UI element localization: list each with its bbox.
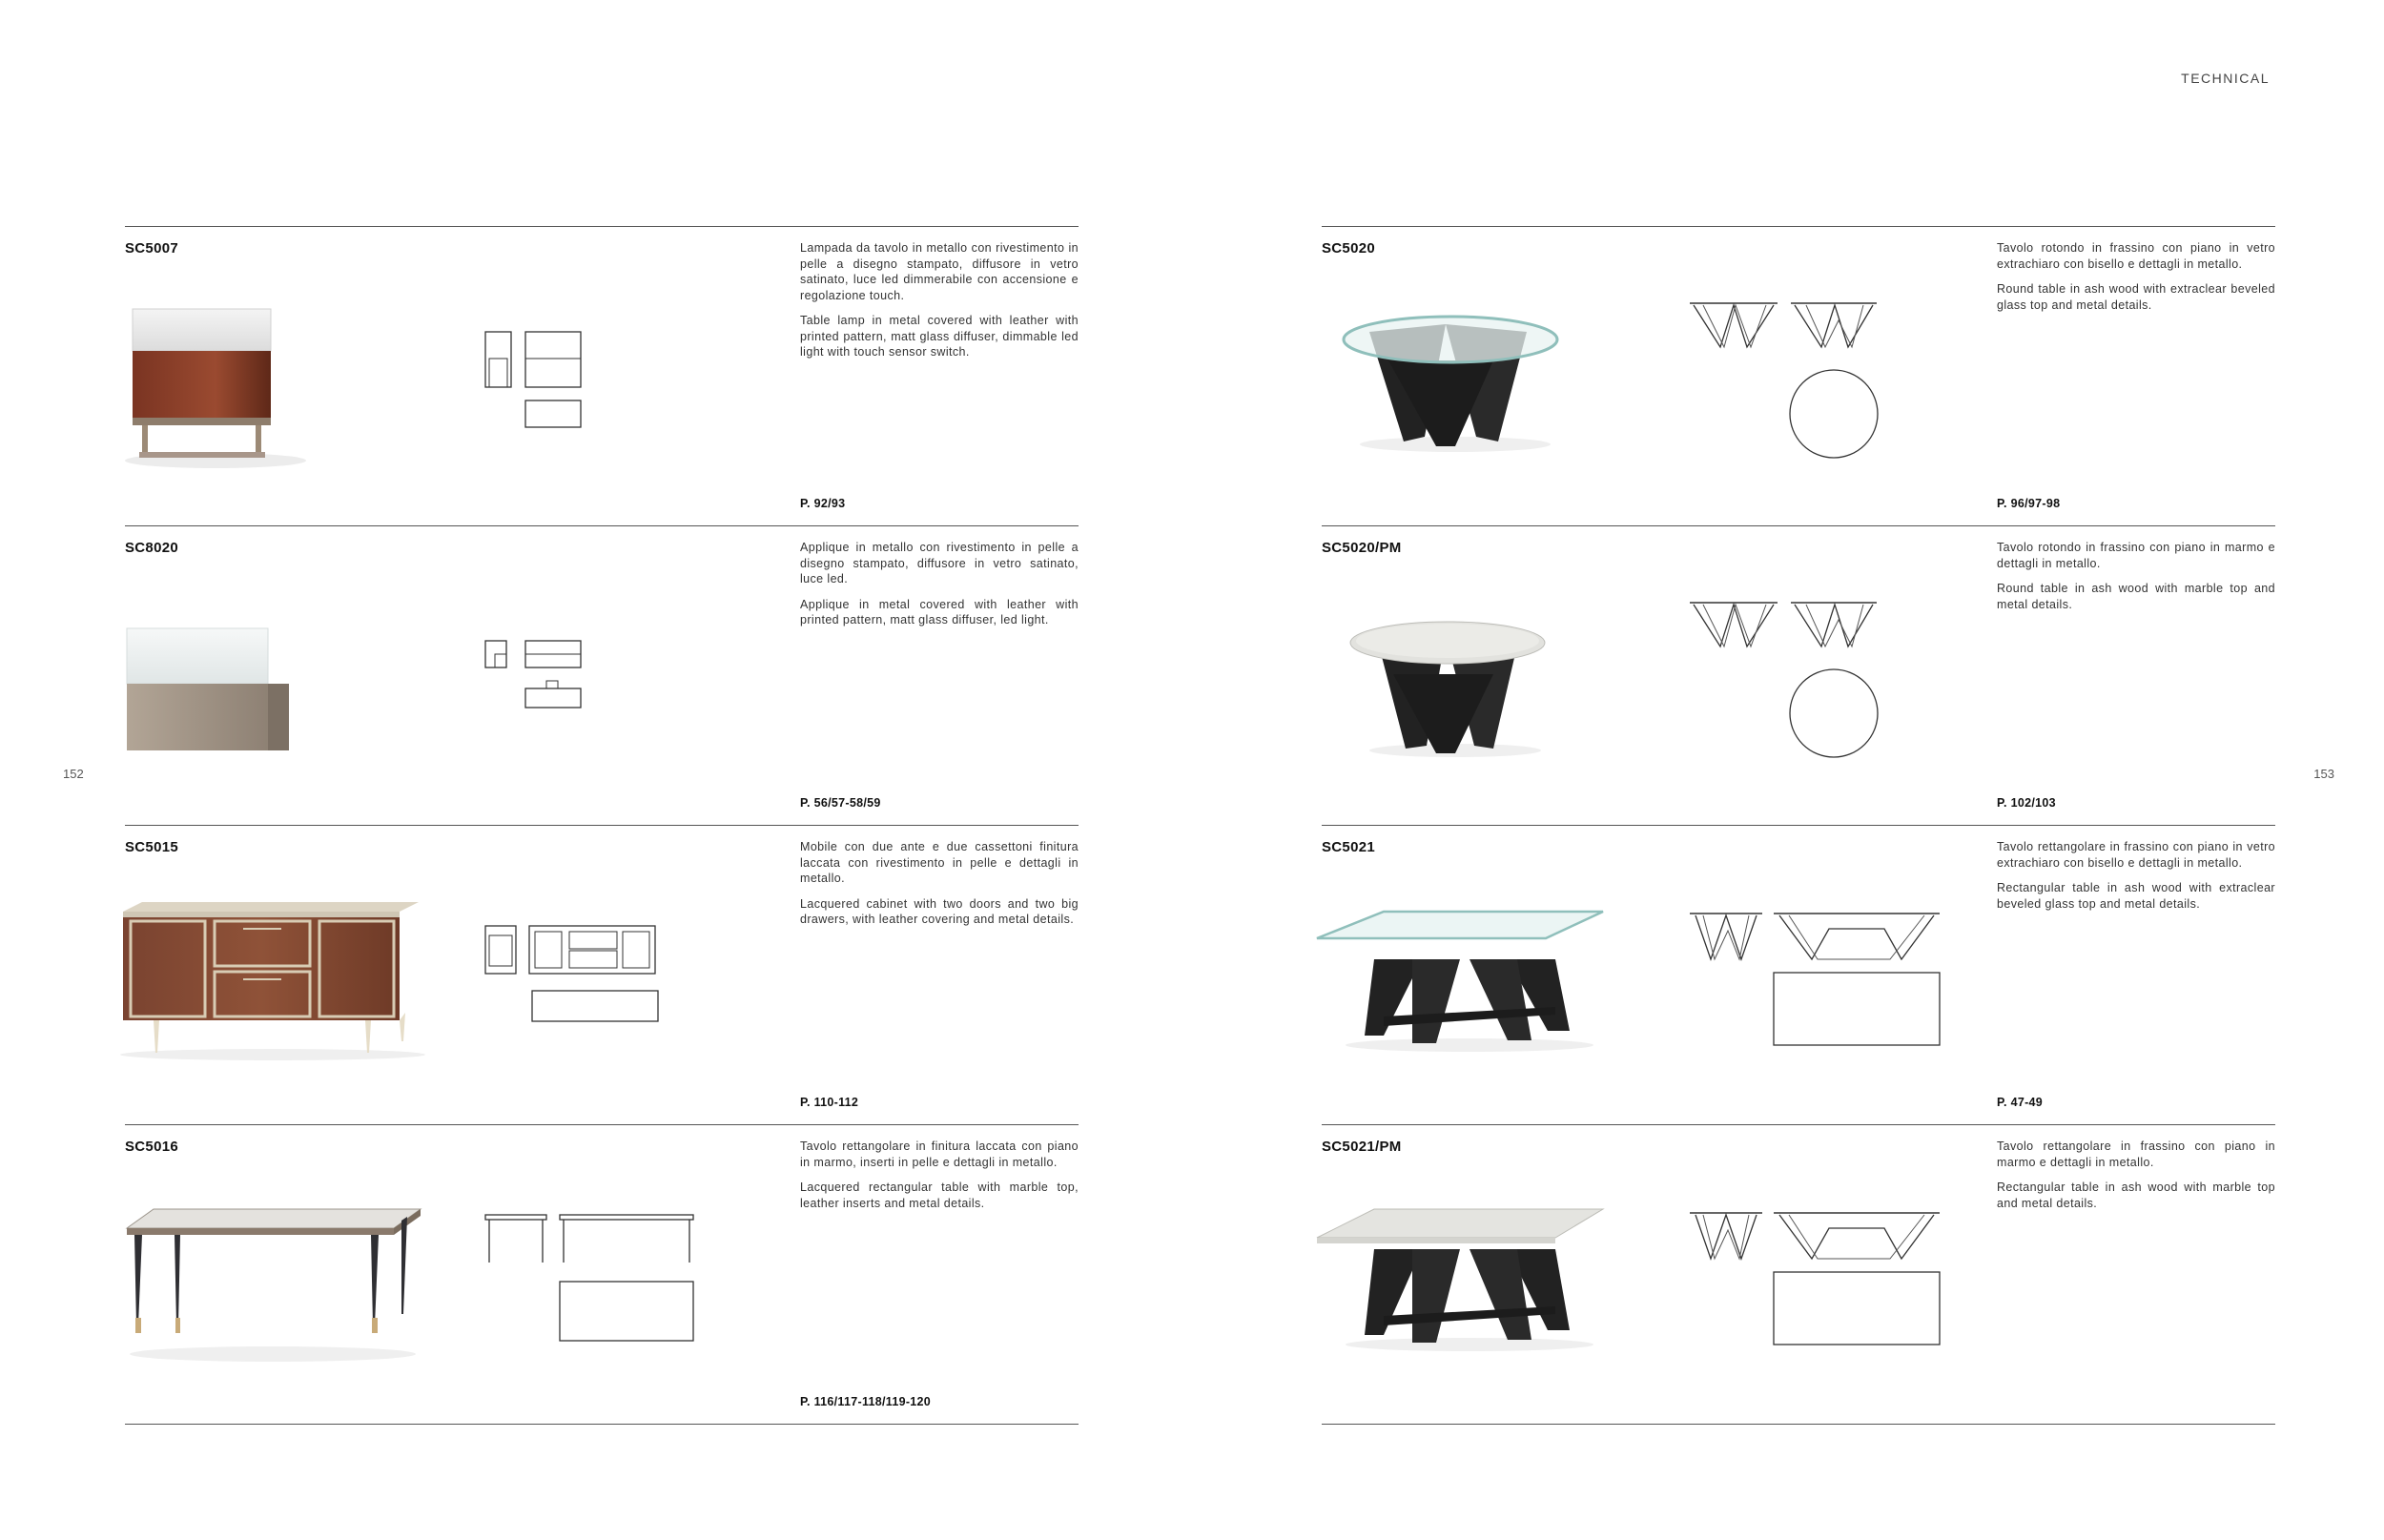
product-code: SC5016 [125,1139,179,1155]
description-english: Lacquered rectangular table with marble top, leather inserts and metal details. [800,1181,1079,1210]
right-page-product-list [1322,226,2275,1425]
technical-drawing [1690,601,1890,763]
product-description [800,1139,1079,1221]
product-description [800,540,1079,638]
technical-drawing [485,1215,705,1339]
section-title: TECHNICAL [2181,71,2270,86]
product-entry-sc5015 [125,825,1079,1124]
product-entry-sc5020 [1322,226,2275,525]
page-reference: P. 47-49 [1997,1096,2044,1109]
product-description [800,839,1079,937]
product-photo-round-marble-table [1312,593,1589,784]
product-entry-sc5020-pm [1322,525,2275,825]
description-english: Applique in metal covered with leather with printed pattern, matt glass diffuser, led light. [800,597,1079,626]
page-reference: P. 116/117-118/119-120 [800,1395,932,1408]
page-number-left: 152 [63,767,84,781]
product-entry-sc5016 [125,1124,1079,1425]
description-english: Rectangular table in ash wood with extraclear beveled glass top and metal details. [1997,881,2275,911]
description-english: Lacquered cabinet with two doors and two big drawers, with leather covering and metal details. [800,896,1079,926]
product-photo-rectangular-marble-table [1317,1201,1622,1373]
product-entry-sc5021 [1322,825,2275,1124]
product-entry-sc8020 [125,525,1079,825]
product-entry-sc5007 [125,226,1079,525]
product-photo-cabinet [115,893,430,1064]
description-english: Round table in ash wood with extraclear beveled glass top and metal details. [1997,282,2275,312]
left-page-product-list [125,226,1079,1425]
product-description [800,240,1079,370]
page-reference: P. 102/103 [1997,796,2056,810]
product-description [1997,240,2275,322]
technical-drawing [485,641,590,717]
product-description [1997,839,2275,921]
page-reference: P. 56/57-58/59 [800,796,881,810]
technical-drawing [1690,301,1890,463]
product-photo-table-lamp [72,275,349,475]
product-description [1997,1139,2275,1221]
technical-drawing [1690,912,1947,1055]
description-italian: Tavolo rotondo in frassino con piano in vetro extrachiaro con bisello e dettagli in metallo. [1997,241,2275,271]
description-italian: Applique in metallo con rivestimento in pelle a disegno stampato, diffusore in vetro satinato, luce led. [800,541,1079,585]
page-reference: P. 110-112 [800,1096,859,1109]
product-code: SC5021 [1322,839,1376,855]
page-number-right: 153 [2313,767,2334,781]
technical-drawing [485,926,676,1031]
product-photo-round-glass-table [1312,284,1589,475]
technical-drawing [485,332,590,437]
page-reference: P. 92/93 [800,497,846,510]
technical-drawing [1690,1211,1947,1354]
product-code: SC5021/PM [1322,1139,1402,1155]
description-english: Table lamp in metal covered with leather with printed pattern, matt glass diffuser, dimmable led light with touch sensor switch. [800,314,1079,359]
description-italian: Tavolo rettangolare in frassino con piano in marmo e dettagli in metallo. [1997,1140,2275,1169]
product-code: SC5015 [125,839,179,855]
description-english: Round table in ash wood with marble top and metal details. [1997,582,2275,611]
description-italian: Mobile con due ante e due cassettoni finitura laccata con rivestimento in pelle e dettagli in metallo. [800,840,1079,885]
description-italian: Tavolo rettangolare in frassino con piano in vetro extrachiaro con bisello e dettagli in metallo. [1997,840,2275,870]
product-code: SC5020 [1322,240,1376,257]
product-photo-rectangular-glass-table [1317,902,1622,1074]
product-code: SC5007 [125,240,179,257]
product-code: SC5020/PM [1322,540,1402,556]
description-italian: Tavolo rettangolare in finitura laccata con piano in marmo, inserti in pelle e dettagli in metallo. [800,1140,1079,1169]
product-photo-rectangular-table [115,1201,430,1373]
description-italian: Lampada da tavolo in metallo con rivestimento in pelle a disegno stampato, diffusore in vetro satinato, luce led dimmerabile con accensione e regolazione touch. [800,241,1079,302]
description-english: Rectangular table in ash wood with marble top and metal details. [1997,1181,2275,1210]
product-photo-wall-applique [115,579,316,770]
product-code: SC8020 [125,540,179,556]
product-entry-sc5021-pm [1322,1124,2275,1425]
product-description [1997,540,2275,622]
description-italian: Tavolo rotondo in frassino con piano in marmo e dettagli in metallo. [1997,541,2275,570]
page-reference: P. 96/97-98 [1997,497,2061,510]
